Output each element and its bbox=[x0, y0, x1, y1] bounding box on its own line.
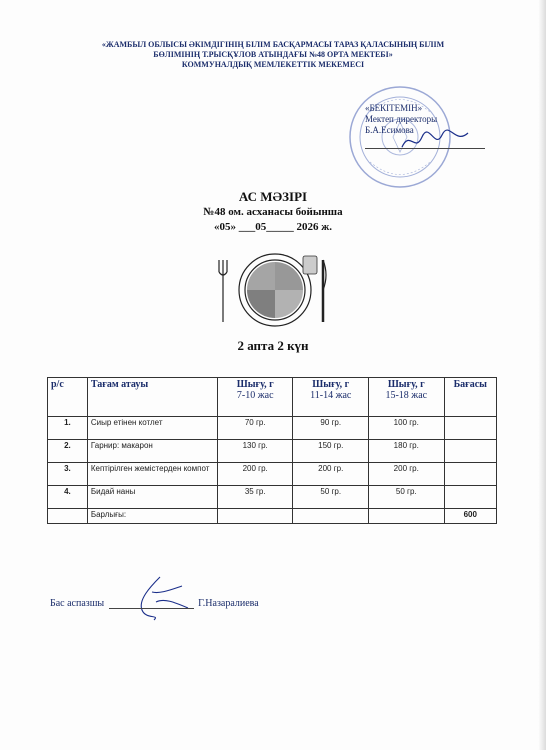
row-dish-name: Сиыр етінен котлет bbox=[87, 417, 217, 440]
row-output-7-10: 200 гр. bbox=[217, 463, 293, 486]
row-output-11-14: 150 гр. bbox=[293, 440, 369, 463]
row-dish-name: Гарнир: макарон bbox=[87, 440, 217, 463]
row-price bbox=[444, 463, 496, 486]
menu-subtitle: №48 ом. асханасы бойынша bbox=[203, 206, 343, 218]
row-dish-name: Кептірілген жемістерден компот bbox=[87, 463, 217, 486]
table-total-row bbox=[48, 509, 497, 524]
row-price bbox=[444, 440, 496, 463]
footer-name: Г.Назаралиева bbox=[198, 598, 259, 609]
week-day-label: 2 апта 2 күн bbox=[237, 338, 309, 353]
director-signature bbox=[400, 125, 470, 155]
row-output-7-10: 130 гр. bbox=[217, 440, 293, 463]
table-row bbox=[48, 417, 497, 440]
row-num: 1. bbox=[48, 417, 88, 440]
header-line-1: «ЖАМБЫЛ ОБЛЫСЫ ӘКІМДІГІНІҢ БІЛІМ БАСҚАРМАСЫ ТАРАЗ ҚАЛАСЫНЫҢ БІЛІМ bbox=[101, 40, 445, 49]
footer-signature-blank bbox=[109, 598, 194, 609]
row-price bbox=[444, 417, 496, 440]
row-output-15-18: 50 гр. bbox=[369, 486, 445, 509]
approval-name: Б.А.Есимова bbox=[365, 125, 414, 135]
table-header-row bbox=[48, 378, 497, 417]
menu-table bbox=[47, 377, 497, 524]
header-output-1-age: 7-10 жас bbox=[236, 390, 274, 401]
table-row bbox=[48, 463, 497, 486]
header-output-1 bbox=[217, 378, 293, 417]
row-num: 2. bbox=[48, 440, 88, 463]
header-output-3 bbox=[369, 378, 445, 417]
table-row bbox=[48, 440, 497, 463]
total-empty-cell bbox=[369, 509, 445, 524]
menu-title-block bbox=[150, 188, 396, 235]
header-line-3: КОММУНАЛДЫҚ МЕМЛЕКЕТТІК МЕКЕМЕСІ bbox=[181, 60, 365, 69]
row-output-15-18: 180 гр. bbox=[369, 440, 445, 463]
row-output-15-18: 100 гр. bbox=[369, 417, 445, 440]
header-line-2: БӨЛІМІНІҢ Т.РЫСҚҰЛОВ АТЫНДАҒЫ №48 ОРТА МЕКТЕБІ» bbox=[153, 50, 393, 59]
total-empty-cell bbox=[48, 509, 88, 524]
school-header bbox=[30, 40, 516, 70]
row-num: 3. bbox=[48, 463, 88, 486]
footer-role: Бас аспазшы bbox=[50, 598, 105, 609]
row-output-7-10: 70 гр. bbox=[217, 417, 293, 440]
total-value: 600 bbox=[444, 509, 496, 524]
header-price: Бағасы bbox=[444, 378, 496, 417]
row-dish-name: Бидай наны bbox=[87, 486, 217, 509]
approval-position: Мектеп директоры bbox=[365, 114, 438, 124]
row-num: 4. bbox=[48, 486, 88, 509]
row-output-11-14: 90 гр. bbox=[293, 417, 369, 440]
table-row bbox=[48, 486, 497, 509]
header-output-3-age: 15-18 жас bbox=[385, 390, 428, 401]
total-empty-cell bbox=[217, 509, 293, 524]
menu-date: «05» ___05_____ 2026 ж. bbox=[214, 221, 332, 233]
plate-illustration bbox=[215, 250, 335, 330]
row-output-15-18: 200 гр. bbox=[369, 463, 445, 486]
row-output-11-14: 200 гр. bbox=[293, 463, 369, 486]
row-price bbox=[444, 486, 496, 509]
header-output-2-age: 11-14 жас bbox=[310, 390, 352, 401]
row-output-11-14: 50 гр. bbox=[293, 486, 369, 509]
header-output-3-title: Шығу, г bbox=[387, 379, 425, 390]
header-name: Тағам атауы bbox=[87, 378, 217, 417]
total-empty-cell bbox=[293, 509, 369, 524]
row-output-7-10: 35 гр. bbox=[217, 486, 293, 509]
header-output-2-title: Шығу, г bbox=[312, 379, 350, 390]
approval-word: «БЕКІТЕМІН» bbox=[365, 103, 423, 113]
menu-title: АС МӘЗІРІ bbox=[238, 189, 308, 204]
total-label: Барлығы: bbox=[87, 509, 217, 524]
footer-signature-line bbox=[50, 598, 259, 609]
header-output-1-title: Шығу, г bbox=[236, 379, 274, 390]
header-num: р/с bbox=[48, 378, 88, 417]
header-output-2 bbox=[293, 378, 369, 417]
chef-signature bbox=[130, 572, 190, 622]
page-edge-shadow bbox=[538, 0, 546, 750]
